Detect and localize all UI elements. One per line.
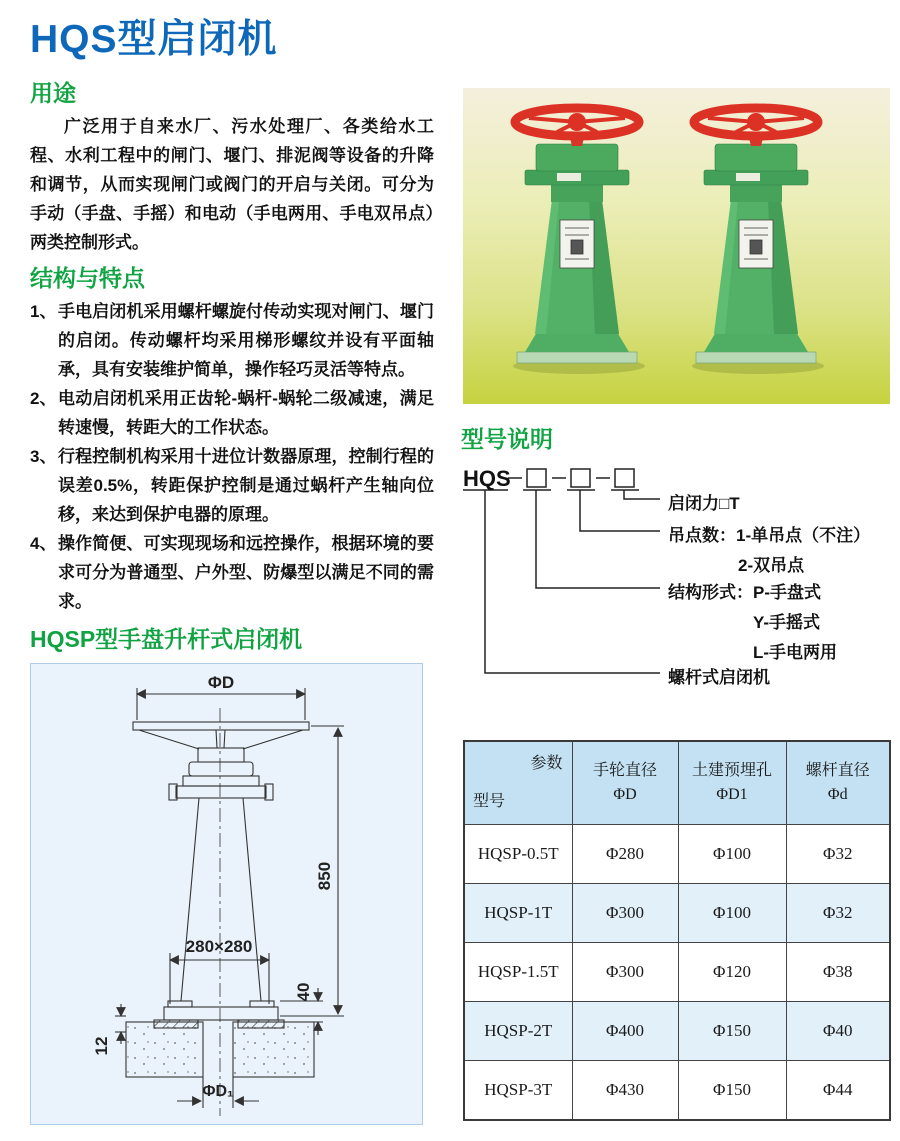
feature-text: 手电启闭机采用螺杆螺旋付传动实现对闸门、堰门的启闭。传动螺杆均采用梯形螺纹并设有平面轴承，具有安装维护简单，操作轻巧灵活等特点。: [58, 302, 434, 379]
feature-number: 4、: [30, 534, 57, 553]
dim-label-height: 850: [315, 861, 334, 891]
cell-wheel-dia: Φ280: [572, 825, 678, 884]
table-row: [464, 943, 890, 1002]
cell-model: HQSP-1T: [464, 884, 572, 943]
feature-item: [30, 442, 434, 529]
cell-model: HQSP-0.5T: [464, 825, 572, 884]
feature-text: 行程控制机构采用十进位计数器原理，控制行程的误差0.5%，转距保护控制是通过蜗杆产生轴向位移，来达到保护电器的原理。: [58, 447, 434, 524]
feature-item: [30, 529, 434, 616]
cell-embed-hole: Φ150: [678, 1002, 786, 1061]
model-code-diagram: [460, 460, 892, 698]
technical-drawing-box: [30, 663, 423, 1125]
table-row: [464, 1002, 890, 1061]
feature-item: [30, 297, 434, 384]
feature-text: 操作简便、可实现现场和远控操作，根据环境的要求可分为普通型、户外型、防爆型以满足不同的需求。: [58, 534, 434, 611]
page-title: HQS型启闭机: [30, 18, 278, 61]
dim-label-hole-diameter: ΦD₁: [202, 1083, 234, 1100]
product-photo: [463, 88, 890, 404]
column-header-screw-dia: [786, 741, 890, 825]
cell-wheel-dia: Φ300: [572, 884, 678, 943]
corner-param-label: 参数: [530, 755, 563, 772]
technical-drawing: [31, 664, 422, 1124]
feature-number: 1、: [30, 302, 57, 321]
spec-table-header-row: [464, 741, 890, 825]
dim-label-embed: 12: [92, 1036, 111, 1056]
cell-model: HQSP-2T: [464, 1002, 572, 1061]
table-row: [464, 884, 890, 943]
model-label-force: 启闭力□T: [668, 494, 740, 513]
cell-wheel-dia: Φ400: [572, 1002, 678, 1061]
left-column: [30, 78, 434, 1125]
cell-screw-dia: Φ32: [786, 825, 890, 884]
cell-screw-dia: Φ44: [786, 1061, 890, 1120]
spec-table: [463, 740, 891, 1121]
cell-screw-dia: Φ40: [786, 1002, 890, 1061]
dim-label-plate: 40: [294, 982, 313, 1002]
cell-wheel-dia: Φ430: [572, 1061, 678, 1120]
column-header-line1: 手轮直径: [592, 762, 657, 779]
model-label-structure-l: L-手电两用: [753, 643, 838, 662]
model-code-prefix: HQS: [463, 466, 511, 491]
table-row: [464, 825, 890, 884]
feature-text: 电动启闭机采用正齿轮-蜗杆-蜗轮二级减速，满足转速慢，转距大的工作状态。: [58, 389, 434, 437]
column-header-wheel-dia: [572, 741, 678, 825]
column-header-line1: 土建预埋孔: [691, 762, 772, 779]
usage-paragraph: 广泛用于自来水厂、污水处理厂、各类给水工程、水利工程中的闸门、堰门、排泥阀等设备的升降和调节，从而实现闸门或阀门的开启与关闭。可分为手动（手盘、手摇）和电动（手电两用、手电双吊点）两类控制形式。: [30, 117, 434, 252]
corner-model-label: 型号: [473, 793, 506, 810]
cell-model: HQSP-1.5T: [464, 943, 572, 1002]
hqsp-drawing-heading: HQSP型手盘升杆式启闭机: [30, 626, 303, 652]
model-label-screw-type: 螺杆式启闭机: [668, 668, 770, 687]
features-list: [30, 297, 434, 616]
model-label-points-1: 吊点数：1-单吊点（不注）: [668, 526, 871, 545]
dim-label-wheel-diameter: ΦD: [207, 673, 235, 692]
cell-embed-hole: Φ100: [678, 825, 786, 884]
cell-embed-hole: Φ100: [678, 884, 786, 943]
feature-number: 2、: [30, 389, 57, 408]
feature-item: [30, 384, 434, 442]
cell-screw-dia: Φ32: [786, 884, 890, 943]
model-label-points-2: 2-双吊点: [738, 556, 805, 575]
table-corner-cell: [464, 741, 572, 825]
product-photo-illustration: [463, 88, 890, 404]
features-heading: 结构与特点: [30, 265, 145, 291]
cell-model: HQSP-3T: [464, 1061, 572, 1120]
column-header-embed-hole: [678, 741, 786, 825]
cell-embed-hole: Φ120: [678, 943, 786, 1002]
cell-embed-hole: Φ150: [678, 1061, 786, 1120]
cell-wheel-dia: Φ300: [572, 943, 678, 1002]
column-header-line2: Φd: [827, 786, 848, 803]
usage-heading: 用途: [30, 80, 76, 106]
column-header-line2: ΦD: [613, 786, 637, 803]
feature-number: 3、: [30, 447, 57, 466]
table-row: [464, 1061, 890, 1120]
cell-screw-dia: Φ38: [786, 943, 890, 1002]
column-header-line1: 螺杆直径: [805, 762, 870, 779]
column-header-line2: ΦD1: [716, 786, 748, 803]
model-code-heading: 型号说明: [461, 426, 553, 452]
dim-label-base-square: 280×280: [185, 937, 253, 956]
model-label-structure-p: 结构形式：P-手盘式: [668, 583, 821, 602]
model-label-structure-y: Y-手摇式: [753, 613, 821, 632]
